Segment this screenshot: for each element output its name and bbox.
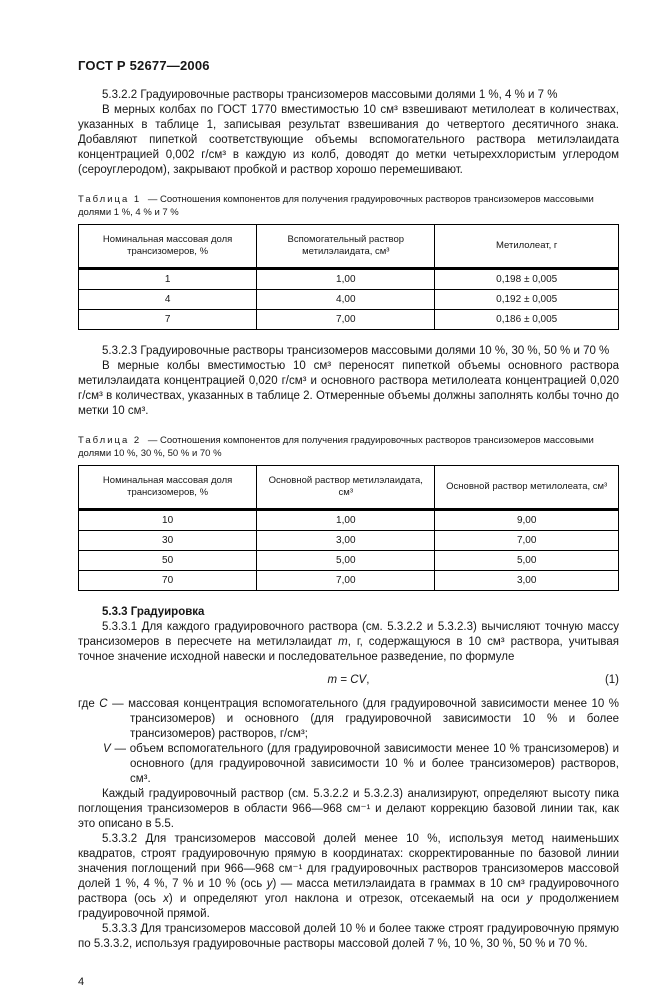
clause-5-3-3-2-text: 5.3.3.2 Для трансизомеров массовой долей менее 10 %, используя метод наименьших квадратов, строят градуировочную прямую в координатах: скорректированные по базовой линии значения поглощений при 966—968 см⁻¹ для градуировочных растворов трансизомеров массовой долей 1 %, 4 %, 7 % и 10 % (ось [78, 833, 619, 890]
table-2-caption-label: Таблица 2 [78, 435, 142, 446]
clause-5-3-3-1-text: , г, содержащуюся в 10 см³ раствора, учитывая точное значение исходной навески и последовательное разведение, по формуле [78, 636, 619, 663]
table-cell: 5,00 [257, 551, 435, 571]
definition-v [78, 742, 619, 787]
table-cell: 50 [79, 551, 257, 571]
table-cell: 5,00 [435, 551, 619, 571]
table-2 [78, 465, 619, 591]
table-cell: 7,00 [435, 531, 619, 551]
table-row [79, 510, 619, 531]
clause-5-3-2-3-body: В мерные колбы вместимостью 10 см³ переносят пипеткой объемы основного раствора метилэлаидата концентрацией 0,020 г/см³ и основного раствора метилолеата концентрацией 0,020 г/см³ в количествах, указанных в таблице 2. Отмеренные объемы должны заполнять колбы точно до метки 10 см³. [78, 360, 619, 417]
formula-equals: = [337, 674, 351, 686]
table-2-header-row [79, 466, 619, 510]
table-header-cell: Номинальная массовая доля трансизомеров, % [79, 466, 257, 510]
table-row [79, 310, 619, 330]
where-label: где [78, 698, 100, 710]
table-cell: 4 [79, 290, 257, 310]
page-number: 4 [78, 976, 85, 988]
document-page [78, 58, 619, 988]
variable-m: m [338, 636, 348, 648]
table-cell: 1 [79, 269, 257, 290]
formula-1 [78, 673, 619, 688]
clause-5-3-3-2-text: продолжением градуировочной прямой. [78, 893, 619, 920]
table-cell: 30 [79, 531, 257, 551]
formula-comma: , [366, 674, 370, 686]
variable-y: y [266, 878, 273, 890]
clause-5-3-3-2-text: ) и определяют угол наклона и отрезок, отсекаемый на оси [168, 893, 527, 905]
table-cell: 10 [79, 510, 257, 531]
formula-var-m: m [327, 674, 338, 686]
table-cell: 0,186 ± 0,005 [435, 310, 619, 330]
clause-5-3-3-1-text: 5.3.3.1 Для каждого градуировочного раствора (см. 5.3.2.2 и 5.3.2.3) вычисляют точную массу трансизомеров в пересчете на метилэлаидат [78, 621, 619, 648]
table-1 [78, 224, 619, 330]
definition-c [78, 697, 619, 742]
table-header-cell: Основной раствор метилолеата, см³ [435, 466, 619, 510]
clause-5-3-3-2-body [78, 832, 619, 922]
table-1-header-row [79, 225, 619, 269]
clause-5-3-2-2-heading: 5.3.2.2 Градуировочные растворы трансизомеров массовыми долями 1 %, 4 % и 7 % [102, 89, 558, 101]
table-cell: 9,00 [435, 510, 619, 531]
table-cell: 0,192 ± 0,005 [435, 290, 619, 310]
table-header-cell: Метилолеат, г [435, 225, 619, 269]
clause-5-3-3-heading: 5.3.3 Градуировка [102, 606, 205, 618]
table-row [79, 551, 619, 571]
table-cell: 1,00 [257, 269, 435, 290]
table-1-caption-label: Таблица 1 [78, 194, 142, 205]
table-header-cell: Вспомогательный раствор метилэлаидата, см³ [257, 225, 435, 269]
table-cell: 1,00 [257, 510, 435, 531]
clause-5-3-2-2-body: В мерных колбах по ГОСТ 1770 вместимостью 10 см³ взвешивают метилолеат в количествах, указанных в таблице 1, записывая результат взвешивания до четвертого десятичного знака. Добавляют пипеткой соответствующие объемы вспомогательного раствора метилэлаидата концентрацией 0,002 г/см³ в каждую из колб, доводят до метки четыреххлористым углеродом (сероуглеродом), закрывают пробкой и раствор хорошо перемешивают. [78, 104, 619, 176]
table-row [79, 269, 619, 290]
table-1-caption [78, 193, 619, 219]
variable-y: y [526, 893, 533, 905]
table-1-caption-text: — Соотношения компонентов для получения градуировочных растворов трансизомеров массовыми долями 1 %, 4 % и 7 % [78, 194, 594, 218]
clause-5-3-2-3-heading: 5.3.2.3 Градуировочные растворы трансизомеров массовыми долями 10 %, 30 %, 50 % и 70 % [102, 345, 610, 357]
definition-dash: — [107, 698, 129, 710]
clause-5-3-3-1-body [78, 620, 619, 665]
table-row [79, 290, 619, 310]
formula-expression [328, 674, 370, 686]
table-cell: 3,00 [257, 531, 435, 551]
clause-5-3-3-2-text: ) — масса метилэлаидата в граммах в 10 см³ градуировочного раствора (ось [78, 878, 619, 905]
definition-c-text: массовая концентрация вспомогательного (для градуировочной зависимости менее 10 % трансизомеров) и основного (для градуировочной зависимости 10 % и более трансизомеров) растворов, г/см³; [128, 698, 619, 740]
table-cell: 7,00 [257, 310, 435, 330]
table-2-caption-text: — Соотношения компонентов для получения градуировочных растворов трансизомеров массовыми долями 10 %, 30 %, 50 % и 70 % [78, 435, 594, 459]
table-cell: 0,198 ± 0,005 [435, 269, 619, 290]
table-cell: 3,00 [435, 571, 619, 591]
variable-x: x [163, 893, 169, 905]
definition-v-text: объем вспомогательного (для градуировочной зависимости менее 10 % трансизомеров) и основного (для градуировочной зависимости 10 % и более трансизомеров) растворов, см³. [129, 743, 620, 785]
table-cell: 7 [79, 310, 257, 330]
table-cell: 4,00 [257, 290, 435, 310]
table-row [79, 531, 619, 551]
table-2-caption [78, 434, 619, 460]
table-header-cell: Номинальная массовая доля трансизомеров, % [79, 225, 257, 269]
para-peak-absorption: Каждый градуировочный раствор (см. 5.3.2.2 и 5.3.2.3) анализируют, определяют высоту пика поглощения трансизомеров в области 966—968 см⁻¹ и делают коррекцию базовой линии так, как это описано в 5.5. [78, 788, 619, 830]
formula-var-cv: CV [350, 674, 367, 686]
variable-v: V [103, 743, 111, 755]
formula-number: (1) [604, 674, 619, 686]
variable-c: C [99, 698, 108, 710]
table-cell: 7,00 [257, 571, 435, 591]
table-cell: 70 [79, 571, 257, 591]
table-header-cell: Основной раствор метилэлаидата, см³ [257, 466, 435, 510]
definition-dash: — [110, 743, 130, 755]
clause-5-3-3-3-body: 5.3.3.3 Для трансизомеров массовой долей 10 % и более также строят градуировочную прямую по 5.3.3.2, используя градуировочные растворы массовой долей 7 %, 10 %, 30 %, 50 % и 70 %. [78, 923, 619, 950]
table-row [79, 571, 619, 591]
doc-code: ГОСТ Р 52677—2006 [78, 58, 210, 73]
